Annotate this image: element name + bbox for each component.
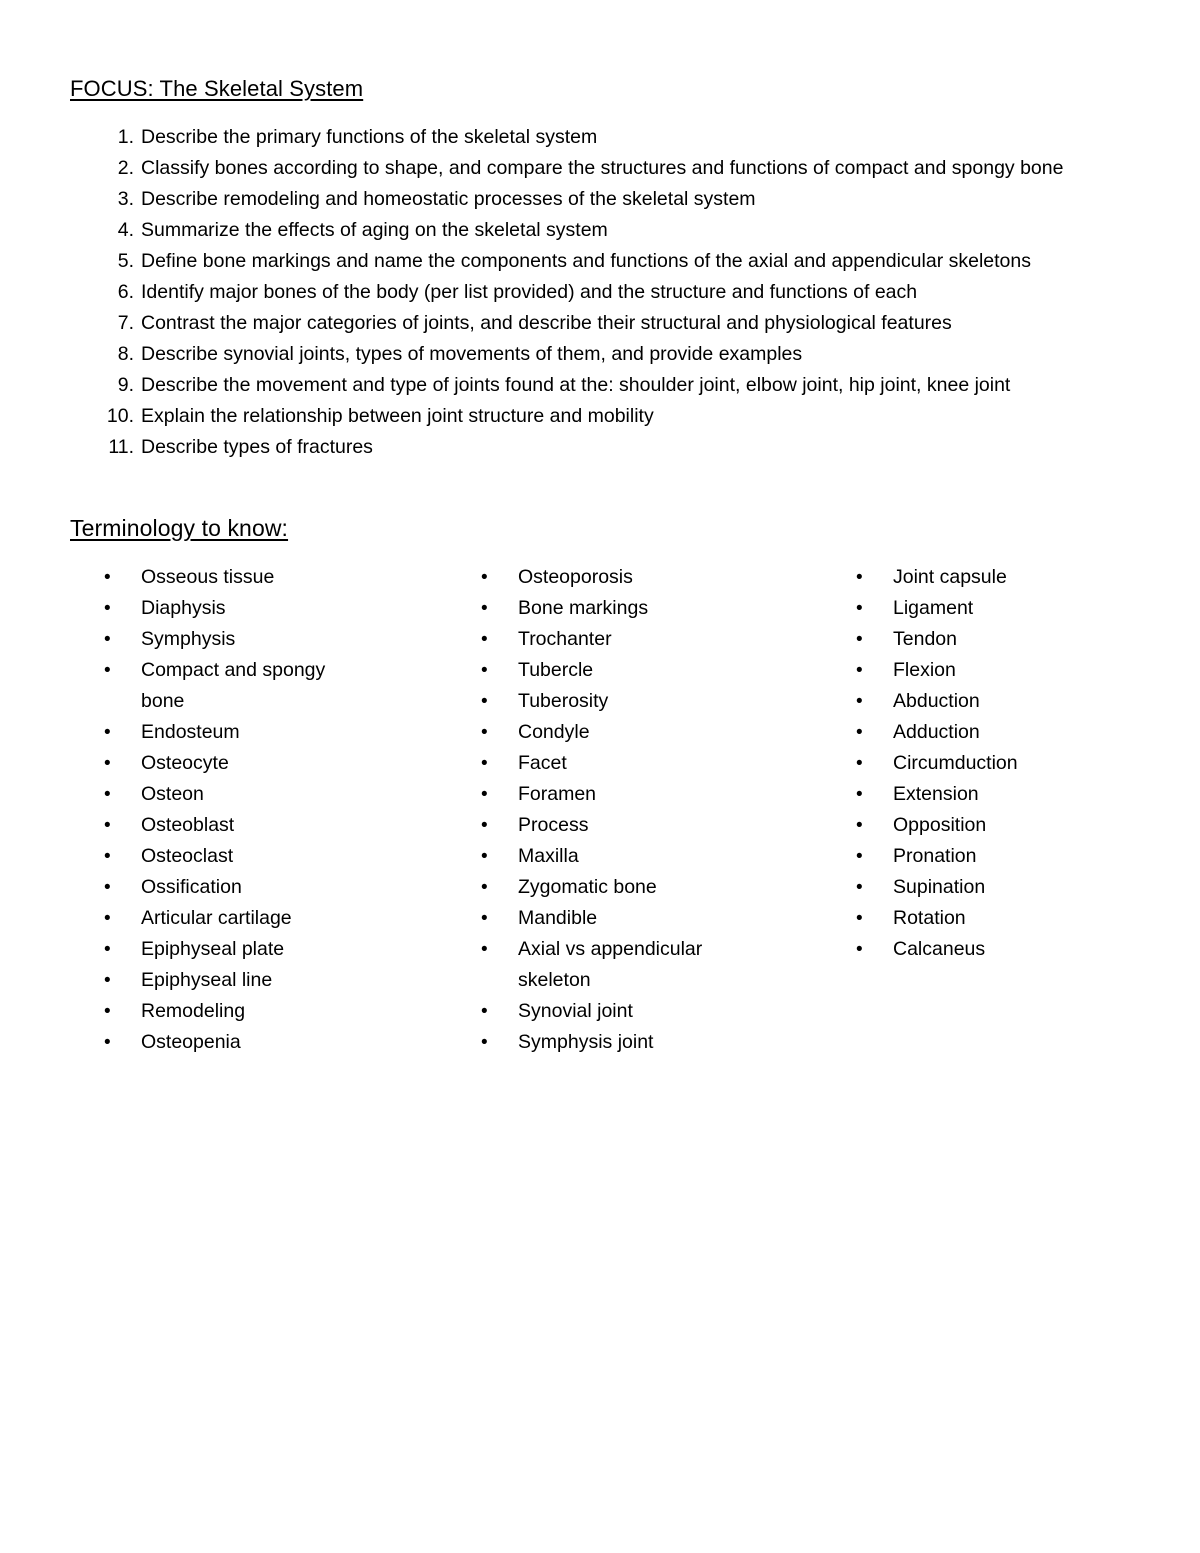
term-text: Diaphysis (141, 597, 226, 619)
bullet-icon: • (856, 691, 863, 712)
objective-item (0, 370, 1131, 401)
term-text: Mandible (518, 907, 598, 929)
bullet-icon: • (104, 629, 111, 650)
term-item (752, 686, 1132, 717)
term-item (377, 841, 757, 872)
bullet-icon: • (856, 660, 863, 681)
term-item (752, 655, 1132, 686)
term-item (377, 934, 757, 996)
term-item (752, 872, 1132, 903)
term-text: Endosteum (141, 721, 240, 743)
bullet-icon: • (856, 815, 863, 836)
term-text: Extension (893, 783, 979, 805)
bullet-icon: • (481, 753, 488, 774)
bullet-icon: • (104, 939, 111, 960)
objective-number: 6. (117, 281, 134, 303)
objective-item (0, 215, 1131, 246)
objective-number: 8. (117, 343, 134, 365)
term-item (0, 841, 380, 872)
objective-text: Describe synovial joints, types of movements of them, and provide examples (141, 343, 803, 365)
objective-item (0, 184, 1131, 215)
term-item (377, 1027, 757, 1058)
bullet-icon: • (856, 629, 863, 650)
term-text: Zygomatic bone (518, 876, 657, 898)
term-text: Condyle (518, 721, 590, 743)
objective-number: 7. (117, 312, 134, 334)
bullet-icon: • (481, 908, 488, 929)
objective-text: Classify bones according to shape, and compare the structures and functions of compact and spongy bone (141, 157, 1064, 179)
term-item (377, 717, 757, 748)
term-text: Articular cartilage (141, 907, 292, 929)
term-item (0, 872, 380, 903)
objective-number: 9. (117, 374, 134, 396)
term-item (752, 717, 1132, 748)
bullet-icon: • (481, 877, 488, 898)
terms-column-2 (377, 562, 757, 1058)
term-item (0, 779, 380, 810)
term-item (752, 593, 1132, 624)
bullet-icon: • (856, 722, 863, 743)
objective-number: 2. (117, 157, 134, 179)
objective-text: Explain the relationship between joint structure and mobility (141, 405, 654, 427)
bullet-icon: • (104, 722, 111, 743)
terms-column-1 (0, 562, 380, 1058)
term-item (0, 903, 380, 934)
objective-item (0, 277, 1131, 308)
objective-number: 1. (117, 126, 134, 148)
term-item (0, 717, 380, 748)
bullet-icon: • (104, 567, 111, 588)
focus-heading: FOCUS: The Skeletal System (70, 76, 364, 101)
term-text: Trochanter (518, 628, 612, 650)
term-text: Epiphyseal plate (141, 938, 285, 960)
objective-number: 10. (106, 405, 134, 427)
objective-item (0, 153, 1131, 184)
term-item (377, 779, 757, 810)
objective-number: 5. (117, 250, 134, 272)
term-text: Ossification (141, 876, 242, 898)
objective-number: 4. (117, 219, 134, 241)
bullet-icon: • (104, 908, 111, 929)
term-text: Symphysis joint (518, 1031, 654, 1053)
term-item (377, 655, 757, 686)
objective-item (0, 339, 1131, 370)
terminology-heading: Terminology to know: (70, 515, 289, 541)
bullet-icon: • (481, 660, 488, 681)
bullet-icon: • (481, 815, 488, 836)
bullet-icon: • (104, 1001, 111, 1022)
bullet-icon: • (104, 846, 111, 867)
objective-text: Describe the primary functions of the skeletal system (141, 126, 598, 148)
objectives-list (0, 122, 1200, 463)
term-text: Foramen (518, 783, 597, 805)
term-text: Axial vs appendicular skeleton (518, 938, 703, 991)
bullet-icon: • (481, 846, 488, 867)
objective-item (0, 308, 1131, 339)
term-item (0, 810, 380, 841)
term-text: Process (518, 814, 589, 836)
objective-number: 11. (108, 436, 134, 458)
bullet-icon: • (481, 784, 488, 805)
objective-text: Describe the movement and type of joints found at the: shoulder joint, elbow joint, hip joint, knee joint (141, 374, 1011, 396)
term-text: Ligament (893, 597, 974, 619)
term-text: Tendon (893, 628, 957, 650)
term-text: Supination (893, 876, 986, 898)
term-text: Compact and spongy bone (141, 659, 326, 712)
bullet-icon: • (104, 753, 111, 774)
bullet-icon: • (481, 629, 488, 650)
term-text: Osteon (141, 783, 204, 805)
term-item (377, 624, 757, 655)
objective-text: Define bone markings and name the components and functions of the axial and appendicular skeletons (141, 250, 1031, 272)
bullet-icon: • (104, 660, 111, 681)
term-item (0, 624, 380, 655)
bullet-icon: • (104, 1032, 111, 1053)
objective-text: Describe types of fractures (141, 436, 373, 458)
objective-item (0, 432, 1131, 463)
bullet-icon: • (481, 939, 488, 960)
terms-column-3 (752, 562, 1132, 965)
term-text: Joint capsule (893, 566, 1007, 588)
term-item (377, 686, 757, 717)
objective-item (0, 401, 1131, 432)
term-text: Circumduction (893, 752, 1018, 774)
term-item (752, 624, 1132, 655)
bullet-icon: • (481, 722, 488, 743)
term-item (752, 562, 1132, 593)
term-text: Calcaneus (893, 938, 986, 960)
bullet-icon: • (481, 567, 488, 588)
term-text: Facet (518, 752, 567, 774)
term-item (377, 810, 757, 841)
term-text: Osteocyte (141, 752, 229, 774)
term-text: Osteoclast (141, 845, 234, 867)
bullet-icon: • (856, 753, 863, 774)
term-text: Osteopenia (141, 1031, 241, 1053)
term-text: Osteoporosis (518, 566, 633, 588)
term-item (377, 748, 757, 779)
bullet-icon: • (856, 846, 863, 867)
term-item (0, 562, 380, 593)
term-item (752, 903, 1132, 934)
term-item (752, 934, 1132, 965)
term-text: Flexion (893, 659, 956, 681)
term-text: Synovial joint (518, 1000, 633, 1022)
bullet-icon: • (481, 1001, 488, 1022)
bullet-icon: • (856, 877, 863, 898)
term-text: Opposition (893, 814, 987, 836)
term-item (0, 934, 380, 965)
term-text: Rotation (893, 907, 966, 929)
bullet-icon: • (856, 598, 863, 619)
objective-text: Describe remodeling and homeostatic processes of the skeletal system (141, 188, 756, 210)
bullet-icon: • (481, 691, 488, 712)
objective-text: Identify major bones of the body (per list provided) and the structure and functions of each (141, 281, 918, 303)
term-item (0, 965, 380, 996)
bullet-icon: • (856, 939, 863, 960)
bullet-icon: • (481, 598, 488, 619)
term-text: Maxilla (518, 845, 579, 867)
term-text: Osseous tissue (141, 566, 275, 588)
objective-item (0, 246, 1131, 277)
term-text: Symphysis (141, 628, 236, 650)
bullet-icon: • (104, 815, 111, 836)
objective-item (0, 122, 1131, 153)
term-item (0, 655, 380, 717)
term-text: Abduction (893, 690, 980, 712)
term-item (0, 748, 380, 779)
term-item (377, 872, 757, 903)
objective-text: Summarize the effects of aging on the skeletal system (141, 219, 608, 241)
term-item (0, 996, 380, 1027)
term-item (377, 903, 757, 934)
term-item (752, 779, 1132, 810)
term-item (0, 1027, 380, 1058)
term-item (752, 748, 1132, 779)
term-text: Pronation (893, 845, 977, 867)
bullet-icon: • (856, 567, 863, 588)
bullet-icon: • (481, 1032, 488, 1053)
term-item (377, 562, 757, 593)
bullet-icon: • (856, 784, 863, 805)
term-text: Osteoblast (141, 814, 235, 836)
term-item (377, 593, 757, 624)
term-item (377, 996, 757, 1027)
term-item (752, 841, 1132, 872)
term-text: Epiphyseal line (141, 969, 273, 991)
bullet-icon: • (104, 784, 111, 805)
term-text: Adduction (893, 721, 980, 743)
term-item (0, 593, 380, 624)
objective-number: 3. (117, 188, 134, 210)
term-text: Remodeling (141, 1000, 246, 1022)
term-text: Bone markings (518, 597, 649, 619)
bullet-icon: • (104, 598, 111, 619)
objective-text: Contrast the major categories of joints, and describe their structural and physiological features (141, 312, 952, 334)
bullet-icon: • (104, 877, 111, 898)
term-text: Tuberosity (518, 690, 609, 712)
bullet-icon: • (856, 908, 863, 929)
bullet-icon: • (104, 970, 111, 991)
term-text: Tubercle (518, 659, 594, 681)
term-item (752, 810, 1132, 841)
